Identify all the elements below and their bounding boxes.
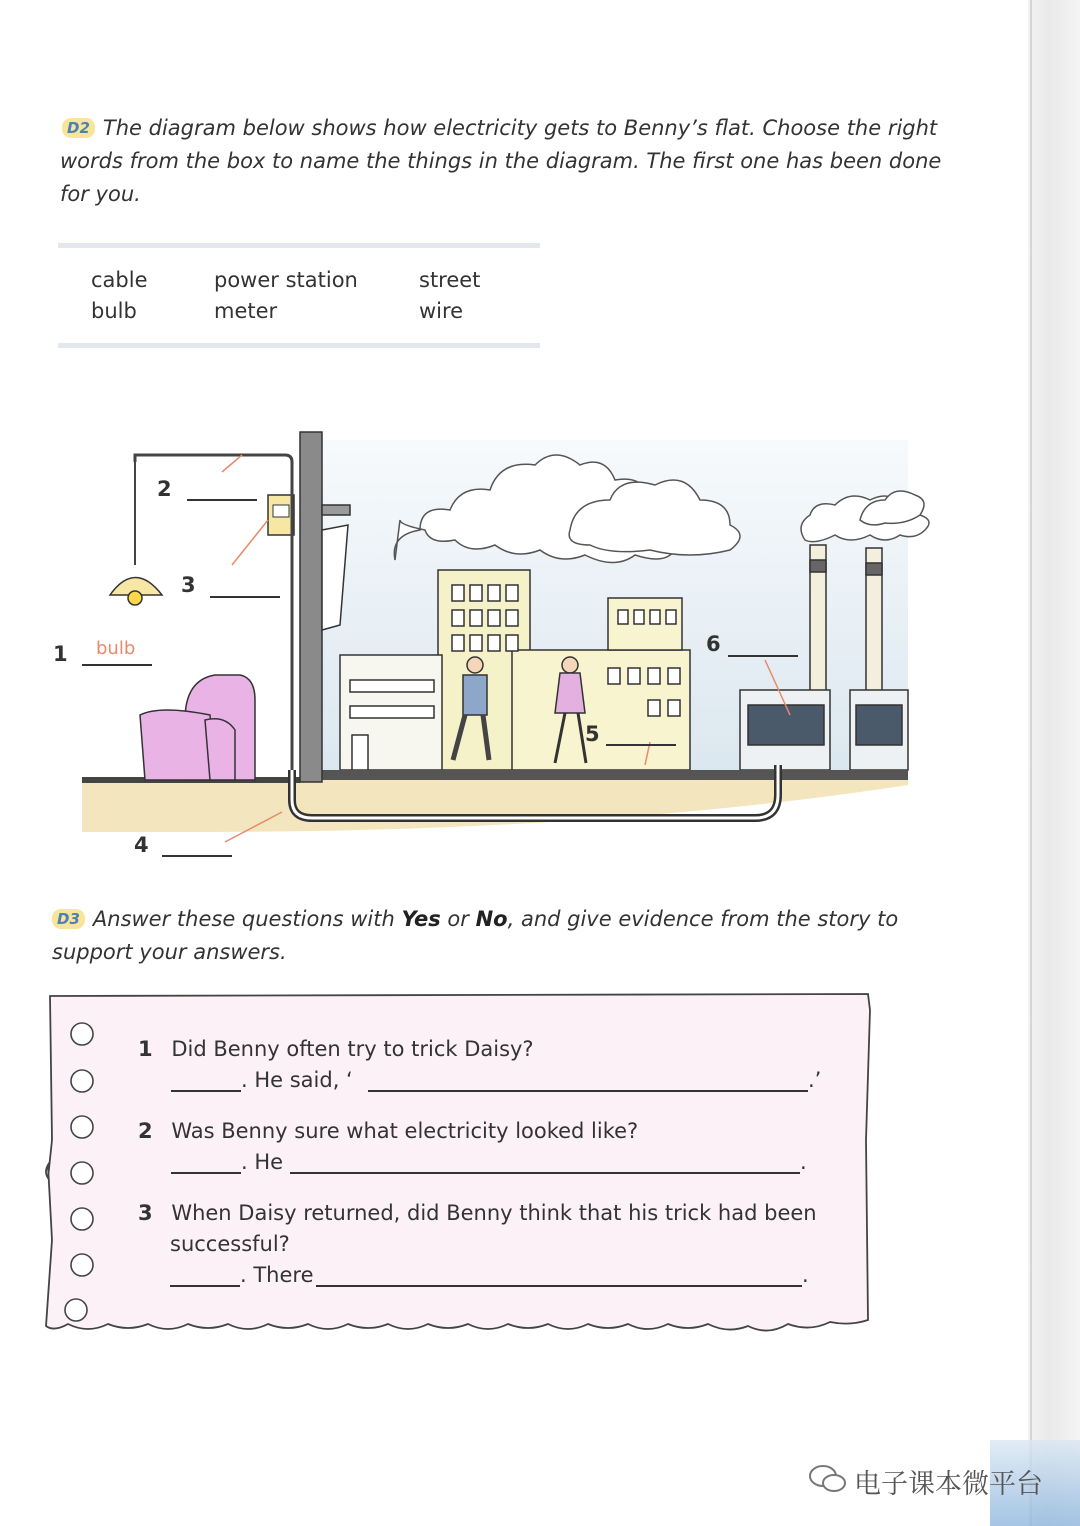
street: [300, 770, 908, 780]
d3-yes: Yes: [401, 907, 441, 931]
answer-3-lead: . There: [240, 1263, 314, 1287]
question-1: [138, 1037, 534, 1061]
label-4: 4: [134, 833, 149, 857]
d3-no: No: [475, 907, 508, 931]
answer-1-yes-no[interactable]: [171, 1090, 241, 1092]
d2-instruction-line-2: words from the box to name the things in the diagram. The first one has been done: [60, 149, 942, 173]
answer-3-yes-no[interactable]: [170, 1285, 240, 1287]
d2-instruction: [62, 112, 962, 211]
d3-line-1b: , and give evidence from the story to: [507, 907, 899, 931]
answer-1-end: .’: [808, 1068, 822, 1092]
answer-2-end: .: [800, 1150, 807, 1174]
question-3: [138, 1201, 828, 1225]
word-power-station: power station: [214, 268, 358, 292]
word-wire: wire: [419, 299, 464, 323]
electricity-diagram: [0, 420, 1000, 880]
answer-3-end: .: [802, 1263, 809, 1287]
word-street: street: [419, 268, 481, 292]
label-4-blank[interactable]: [162, 855, 232, 857]
label-1-answer: bulb: [96, 638, 136, 659]
label-2: 2: [157, 477, 172, 501]
question-1-number: 1: [138, 1037, 153, 1061]
question-2: [138, 1119, 638, 1143]
label-3: 3: [181, 573, 196, 597]
answer-1-lead: . He said, ‘: [241, 1068, 353, 1092]
d3-instruction: [52, 903, 952, 969]
question-1-text: Did Benny often try to trick Daisy?: [171, 1037, 534, 1061]
label-5: 5: [585, 722, 600, 746]
ground: [82, 780, 908, 832]
question-3-text-2: successful?: [170, 1232, 290, 1256]
label-5-blank[interactable]: [606, 744, 676, 746]
word-box: [58, 243, 540, 348]
page-fold-line: [1030, 0, 1032, 1526]
wechat-icon: [808, 1463, 848, 1495]
answer-1-evidence[interactable]: [368, 1090, 808, 1092]
answer-2-evidence[interactable]: [290, 1172, 800, 1174]
answer-3-evidence[interactable]: [316, 1285, 802, 1287]
d3-line-2: support your answers.: [52, 940, 287, 964]
page-edge: [1028, 0, 1080, 1526]
question-2-text: Was Benny sure what electricity looked like?: [171, 1119, 639, 1143]
answer-2-yes-no[interactable]: [171, 1172, 241, 1174]
word-meter: meter: [214, 299, 278, 323]
wall: [300, 432, 322, 782]
label-1: 1: [53, 642, 68, 666]
question-3-number: 3: [138, 1201, 153, 1225]
label-2-blank[interactable]: [187, 499, 257, 501]
d3-line-1a: Answer these questions with: [92, 907, 402, 931]
watermark-text: 电子课本微平台: [854, 1469, 1043, 1500]
label-6-blank[interactable]: [728, 655, 798, 657]
word-bulb: bulb: [91, 299, 137, 323]
word-cable: cable: [91, 268, 148, 292]
d3-tag: D3: [52, 909, 85, 929]
d3-or: or: [440, 907, 476, 931]
question-3-text: When Daisy returned, did Benny think that his trick had been: [171, 1201, 817, 1225]
label-6: 6: [706, 632, 721, 656]
d2-instruction-line-1: The diagram below shows how electricity gets to Benny’s flat. Choose the right: [102, 116, 938, 140]
d2-tag: D2: [62, 118, 95, 138]
label-1-blank: [82, 664, 152, 666]
question-2-number: 2: [138, 1119, 153, 1143]
answer-2-lead: . He: [241, 1150, 284, 1174]
d2-instruction-line-3: for you.: [60, 182, 141, 206]
label-3-blank[interactable]: [210, 596, 280, 598]
